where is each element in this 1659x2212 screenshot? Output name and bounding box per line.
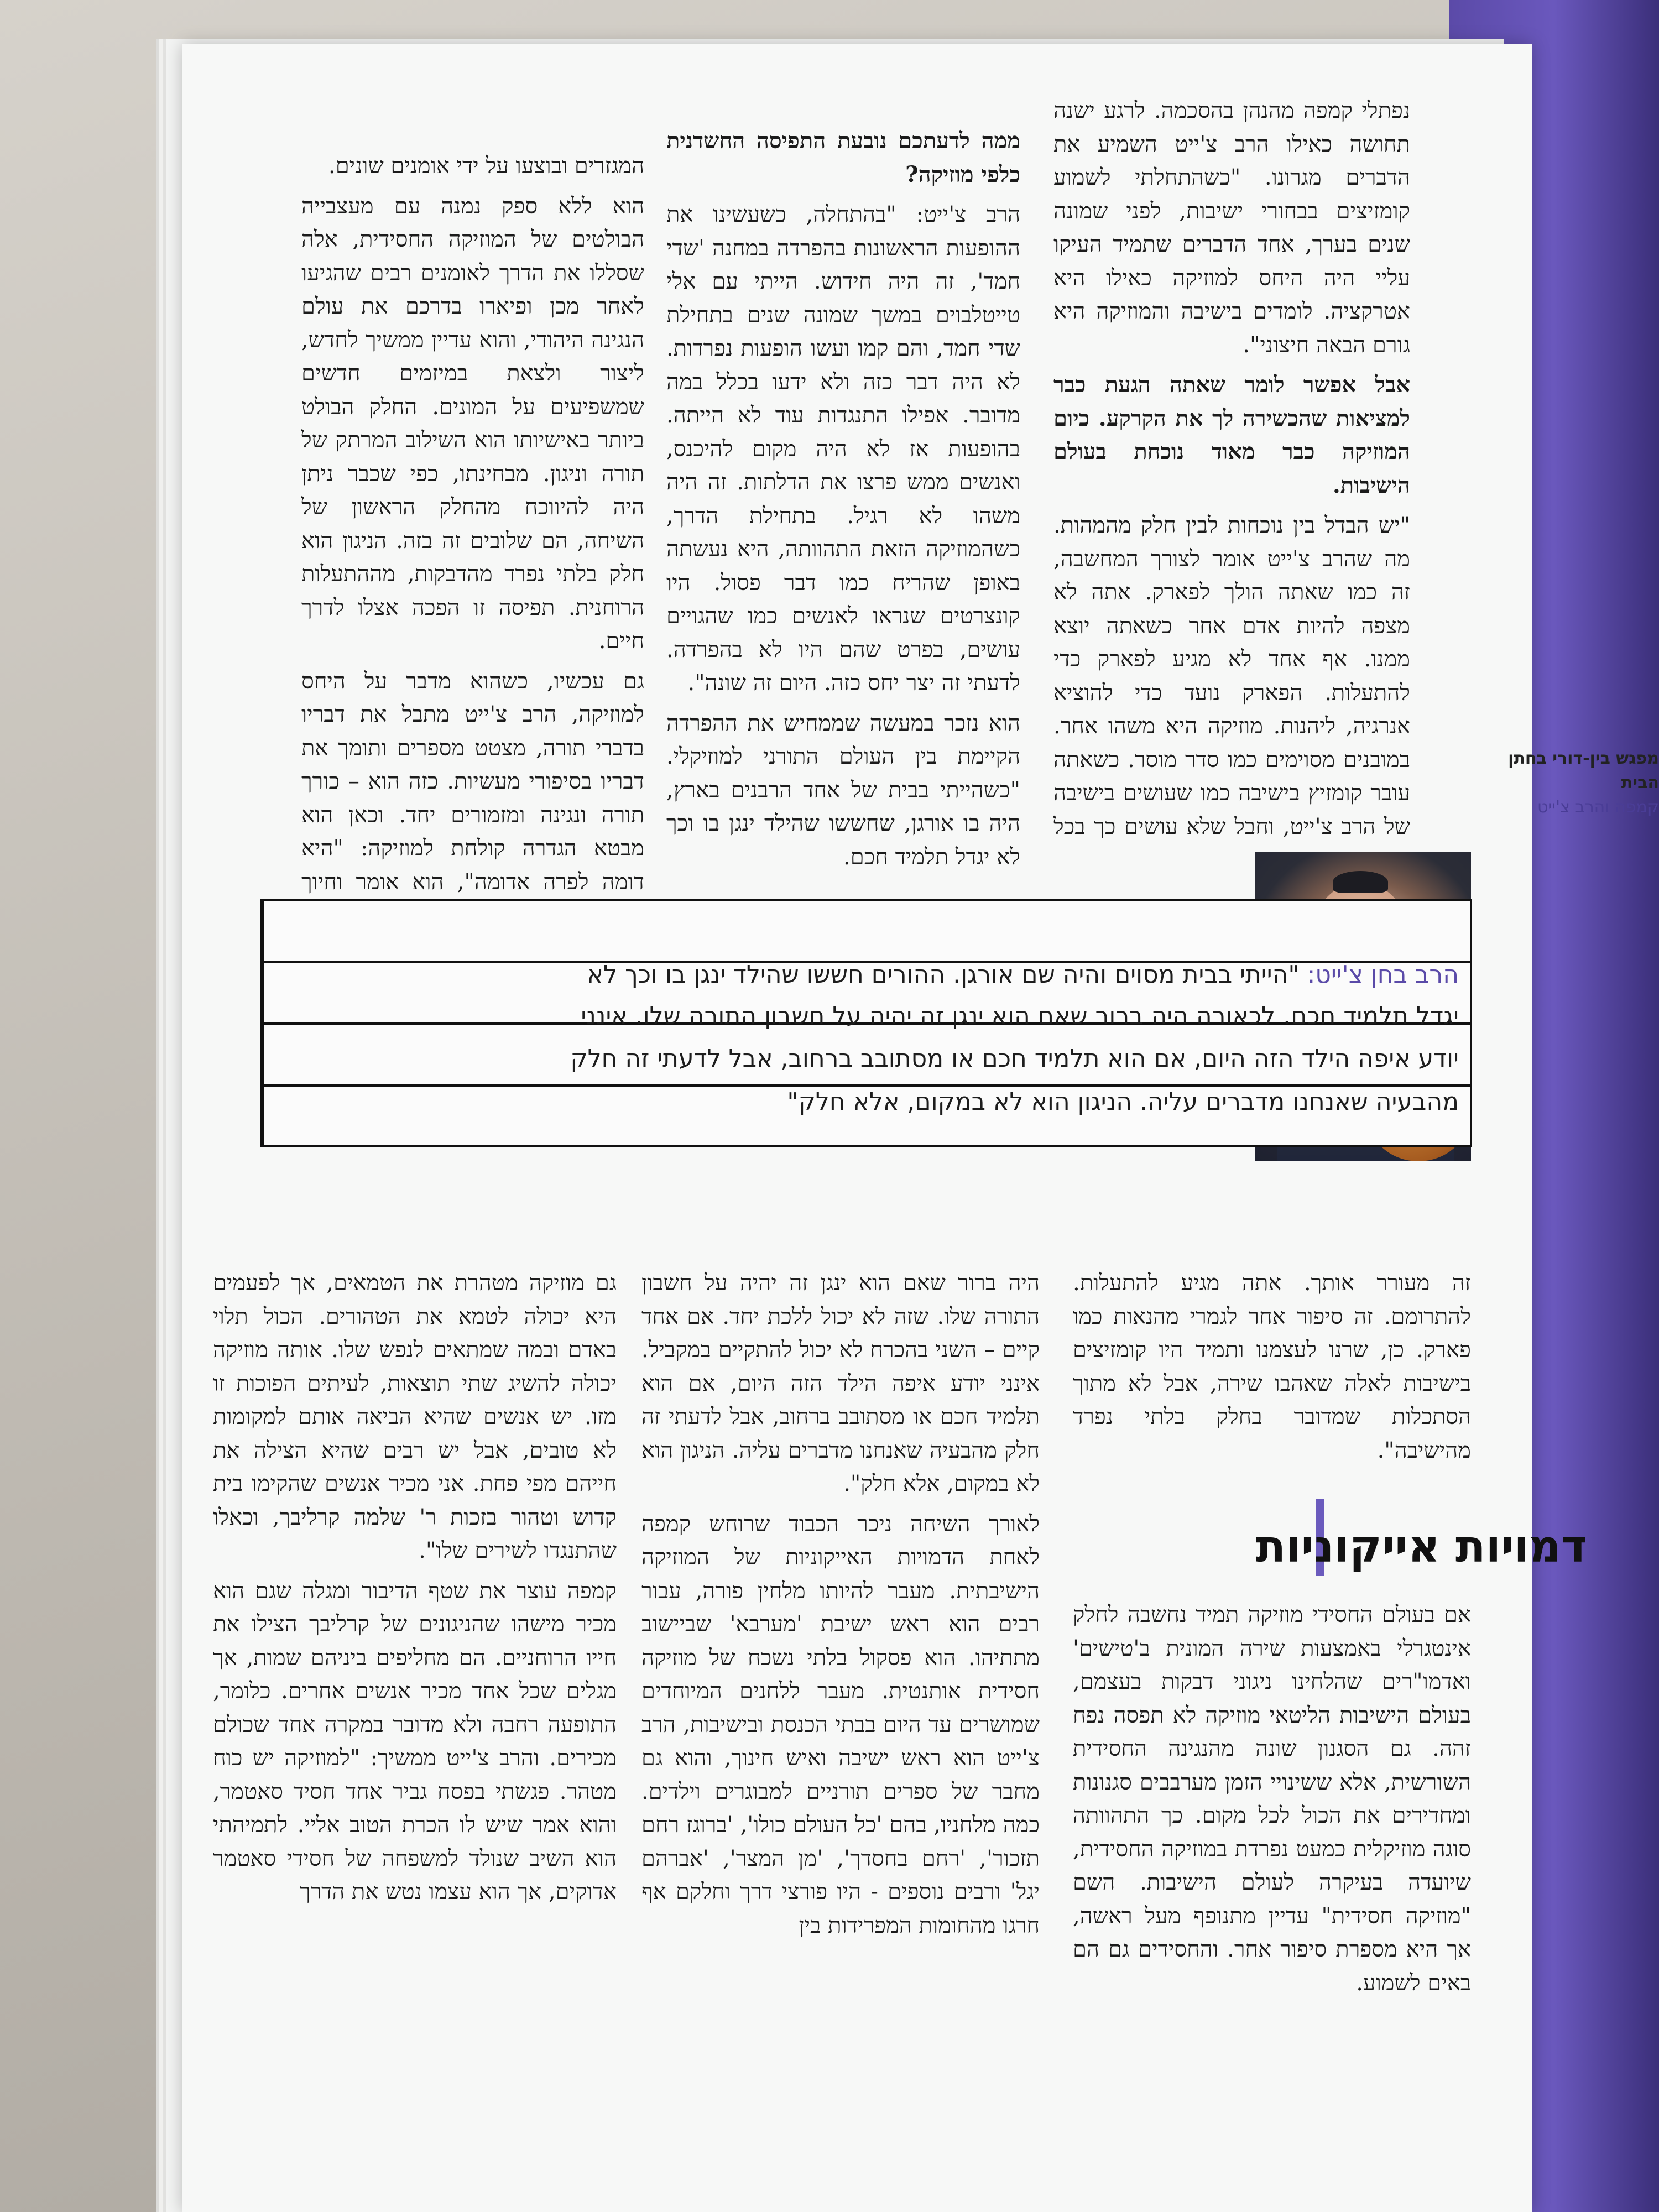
photo-caption [1504, 747, 1659, 820]
top-right_col-paragraph: אבל אפשר לומר שאתה הגעת כבר למציאות שהכשירה לך את הקרקע. כיום המוזיקה כבר מאוד נוכחת בעולם הישיבות. [1053, 372, 1410, 498]
pullquote-line-4: מהבעיה שאנחנו מדברים עליה. הניגון הוא לא במקום, אלא חלק" [787, 1088, 1459, 1116]
caption-line-2: קמפה והרב צ'ייט [1537, 797, 1659, 817]
section-heading: דמויות אייקוניות [1255, 1521, 1587, 1572]
top-right_col-paragraph: "יש הבדל בין נוכחות לבין חלק מהמהות. מה שהרב צ'ייט אומר לצורך המחשבה, זה כמו שאתה הולך לפארק. אתה לא מצפה להיות אדם אחר כשאתה יוצא ממנו. אף אחד לא מגיע לפארק כדי להתעלות. הפארק נועד כדי להוציא אנרגיה, ליהנות. מוזיקה היא משהו אחר. במובנים מסוימים כמו סדר מוסר. כשאתה עובר קומזיץ בישיבה כמו שעושים בישיבה של הרב צ'ייט, וחבל שלא עושים כך בכל [1053, 513, 1410, 839]
caption-line-1: מפגש בין-דורי בחתן הבית [1508, 749, 1659, 792]
pullquote-line-1 [587, 959, 1459, 990]
bottom-middle_col-paragraph: לאורך השיחה ניכר הכבוד שרוחש קמפה לאחת הדמויות האייקוניות של המוזיקה הישיבתית. מעבר להיותו מלחין פורה, עבור רבים הוא ראש ישיבת 'מערבא' שביישוב מתתיהו. הוא פסקול בלתי נשכח של מוזיקה חסידית אותנטית. מעבר ללחנים המיוחדים שמושרים עד היום בבתי הכנסת ובישיבות, הרב צ'ייט הוא ראש ישיבה ואיש חינוך, והוא גם מחבר של ספרים תורניים למבוגרים וילדים. כמה מלחניו, בהם 'כל העולם כולו', 'ברוגז רחם תזכור', 'רחם בחסדך', 'מן המצר', 'אברהם יגל' ורבים נוספים - היו פורצי דרך וחלקם אף חרגו מהחומות המפרידות בין [641, 1511, 1040, 1938]
photo-kippa [1333, 871, 1388, 893]
bottom-left-column [213, 1266, 617, 1916]
pullquote-rule [264, 899, 1470, 901]
pullquote-rule [264, 1145, 1470, 1147]
bottom-left_col-paragraph: גם מוזיקה מטהרת את הטמאים, אך לפעמים היא יכולה לטמא את הטהורים. הכול תלוי באדם ובמה שמתאים לנפש שלו. אותה מוזיקה יכולה להשיג שתי תוצאות, לעיתים הפוכות זו מזו. יש אנשים שהיא הביאה אותם למקומות לא טובים, אבל יש רבים שהיא הצילה את חייהם מפי פחת. אני מכיר אנשים שהקימו בית קדוש וטהור בזכות ר' שלמה קרליבך, וכאלו שהתנגדו לשירים שלו". [213, 1270, 617, 1563]
pullquote-line-2: יגדל תלמיד חכם. לכאורה היה ברור שאם הוא ינגן זה יהיה על חשבון התורה שלו. אינני [581, 1002, 1459, 1030]
top-middle_col-paragraph: ממה לדעתכם נובעת התפיסה החשדנית כלפי מוזיקה? [666, 128, 1020, 187]
bottom-right-column-top [1073, 1266, 1471, 1474]
bottom-right-column-bottom [1073, 1598, 1471, 2006]
top-left_col-paragraph: גם עכשיו, כשהוא מדבר על היחס למוזיקה, הרב צ'ייט מתבל את דבריו בדברי תורה, מצטט מספרים ותומך את דבריו בסיפורי מעשיות. כזה הוא – כורך תורה ונגינה ומזמורים יחד. וכאן הוא מבטא הגדרה קולחת למוזיקה: "היא דומה לפרה אדומה", הוא אומר וחיוך [301, 668, 644, 895]
top-middle-column [666, 124, 1020, 880]
bottom-right_col_bottom-paragraph: אם בעולם החסידי מוזיקה תמיד נחשבה לחלק אינטגרלי באמצעות שירה המונית ב'טישים' ואדמו"רים שהלחינו ניגוני דבקות בעצמם, בעולם הישיבות הליטאי מוזיקה לא תפסה נפח זהה. גם הסגנון שונה מהנגינה החסידית השורשית, אלא ששינויי הזמן מערבבים סגנונות ומחדירים את הכול לכל מקום. כך התהוותה סוגה מוזיקלית כמעט נפרדת במוזיקה החסידית, שיועדה בעיקרה לעולם הישיבות. השם "מוזיקה חסידית" עדיין מתנופף מעל ראשה, אך היא מספרת סיפור אחר. והחסידים גם הם באים לשמוע. [1073, 1602, 1471, 1996]
pull-quote-box [260, 899, 1472, 1147]
pullquote-speaker: הרב בחן צ'ייט: [1307, 961, 1459, 989]
pullquote-line-3: יודע איפה הילד הזה היום, אם הוא תלמיד חכם או מסתובב ברחוב, אבל לדעתי זה חלק [570, 1045, 1459, 1073]
top-middle_col-paragraph: הוא נזכר במעשה שממחיש את ההפרדה הקיימת בין העולם התורני למוזיקלי. "כשהייתי בבית של אחד הרבנים בארץ, היה בו אורגן, שחששו שהילד ינגן בו וכך לא יגדל תלמיד חכם. [666, 710, 1020, 870]
top-middle_col-paragraph: הרב צ'ייט: "בהתחלה, כשעשינו את ההופעות הראשונות בהפרדה במחנה 'שדי חמד', זה היה חידוש. הייתי עם אלי טייטלבוים במשך שמונה שנים בתחילת שדי חמד, והם קמו ועשו הופעות נפרדות. לא היה דבר כזה ולא ידעו בכלל במה מדובר. אפילו התנגדות עוד לא הייתה. בהופעות אז לא היה מקום להיכנס, ואנשים ממש פרצו את הדלתות. זה היה משהו לא רגיל. בתחילת הדרך, כשהמוזיקה הזאת התהוותה, היא נעשתה באופן שהריח כמו דבר פסול. היו קונצרטים שנראו לאנשים כמו שהגויים עושים, בפרט שהם היו לא בהפרדה. לדעתי זה יצר יחס כזה. היום זה שונה". [666, 202, 1020, 696]
top-left_col-paragraph: המגזרים ובוצעו על ידי אומנים שונים. [328, 153, 644, 179]
top-left_col-paragraph: הוא ללא ספק נמנה עם מעצבייה הבולטים של המוזיקה החסידית, אלה שסללו את הדרך לאומנים רבים שהגיעו לאחר מכן ופיארו בדרכם את עולם הנגינה היהודי, והוא עדיין ממשיך לחדש, ליצור ולצאת במיזמים חדשים שמשפיעים על המונים. החלק הבולט ביותר באישיותו הוא השילוב המרתק של תורה וניגון. מבחינתו, כפי שכבר ניתן היה להיווכח מהחלק הראשון של השיחה, הם שלובים זה בזה. הניגון הוא חלק בלתי נפרד מהדבקות, מההתעלות הרוחנית. תפיסה זו הפכה אצלו לדרך חיים. [301, 193, 644, 654]
pullquote-text-1: "הייתי בבית מסוים והיה שם אורגן. ההורים חששו שהילד ינגן בו וכך לא [587, 961, 1300, 989]
top-right_col-paragraph: נפתלי קמפה מהנהן בהסכמה. לרגע ישנה תחושה כאילו הרב צ'ייט השמיע את הדברים מגרונו. "כשהתחלתי לשמוע קומזיצים בבחורי ישיבות, לפני שמונה שנים בערך, אחד הדברים שתמיד העיקו עליי היה היחס למוזיקה כאילו היא אטרקציה. לומדים בישיבה והמוזיקה היא גורם הבאה חיצוני". [1053, 98, 1410, 358]
bottom-middle-column [641, 1266, 1040, 1949]
bottom-right_col_top-paragraph: זה מעורר אותך. אתה מגיע להתעלות. להתרומם. זה סיפור אחר לגמרי מהנאות כמו פארק. כן, שרנו לעצמנו ותמיד היו קומזיצים בישיבות לאלה שאהבו שירה, אבל לא מתוך הסתכלות שמדובר בחלק בלתי נפרד מהישיבה". [1073, 1270, 1471, 1463]
top-right-column [1053, 94, 1410, 884]
bottom-middle_col-paragraph: היה ברור שאם הוא ינגן זה יהיה על חשבון התורה שלו. שזה לא יכול ללכת יחד. אם אחד קיים – השני בהכרח לא יכול להתקיים במקביל. אינני יודע איפה הילד הזה היום, אם הוא תלמיד חכם או מסתובב ברחוב, אבל לדעתי זה חלק מהבעיה שאנחנו מדברים עליה. הניגון הוא לא במקום, אלא חלק". [641, 1270, 1040, 1496]
bottom-left_col-paragraph: קמפה עוצר את שטף הדיבור ומגלה שגם הוא מכיר מישהו שהניגונים של קרליבך הצילו את חייו הרוחניים. הם מחליפים ביניהם שמות, אך מגלים שכל אחד מכיר אנשים אחרים. כלומר, התופעה רחבה ולא מדובר במקרה אחד שכולם מכירים. והרב צ'ייט ממשיך: "למוזיקה יש כוח מטהר. פגשתי בפסח גביר אחד חסיד סאטמר, והוא אמר שיש לו הכרת הטוב אליי. לתמיהתי הוא השיב שנולד למשפחה של חסידי סאטמר אדוקים, אך הוא עצמו נטש את הדרך [213, 1578, 617, 1905]
top-left-column [301, 149, 644, 939]
